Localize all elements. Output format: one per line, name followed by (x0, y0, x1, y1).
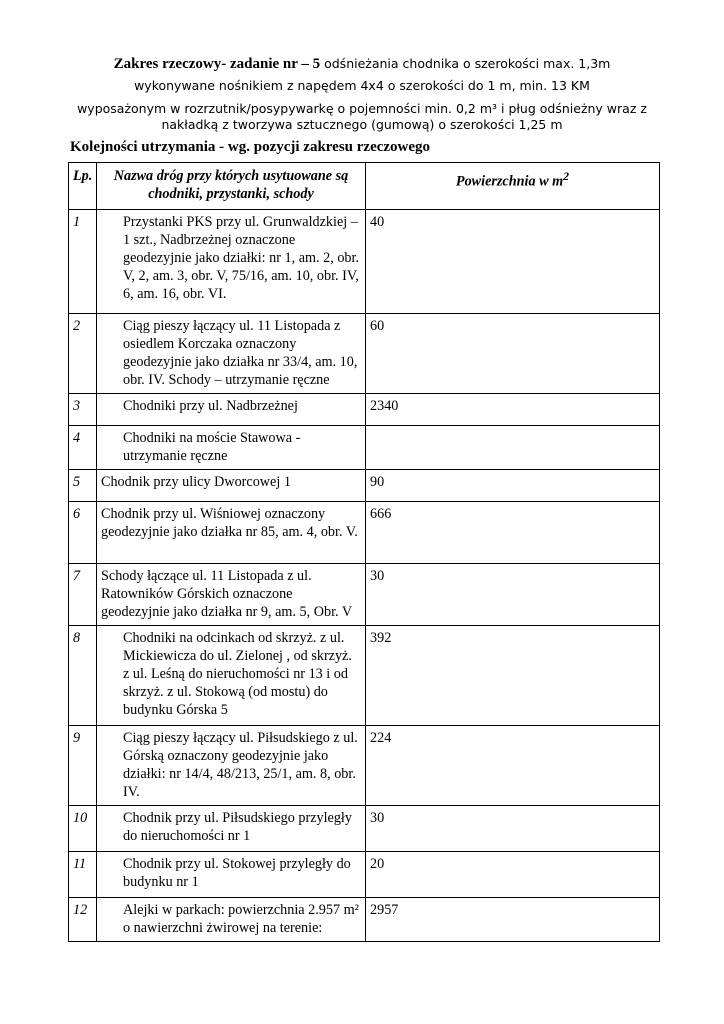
row-lp: 8 (69, 626, 97, 726)
table-row (69, 898, 660, 942)
header-area-label: Powierzchnia w m (455, 173, 564, 190)
row-area: 90 (366, 470, 660, 502)
row-lp: 5 (69, 470, 97, 502)
table-row (69, 210, 660, 314)
row-name: Chodnik przy ulicy Dworcowej 1 (97, 470, 366, 502)
row-name: Alejki w parkach: powierzchnia 2.957 m² o nawierzchni żwirowej na terenie: (97, 898, 366, 942)
header-name: Nazwa dróg przy których usytuowane są chodniki, przystanki, schody (97, 163, 366, 210)
row-area: 30 (366, 806, 660, 852)
row-lp: 2 (69, 314, 97, 394)
row-area: 60 (366, 314, 660, 394)
section-heading: Kolejności utrzymania - wg. pozycji zakresu rzeczowego (70, 139, 431, 155)
row-area: 30 (366, 564, 660, 626)
row-name: Chodnik przy ul. Stokowej przyległy do budynku nr 1 (97, 852, 366, 898)
row-lp: 4 (69, 426, 97, 470)
row-lp: 7 (69, 564, 97, 626)
table-row (69, 426, 660, 470)
table-header-row (69, 163, 660, 210)
row-lp: 10 (69, 806, 97, 852)
equipment-line: wykonywane nośnikiem z napędem 4x4 o szerokości do 1 m, min. 13 KM (134, 78, 590, 93)
table-row (69, 726, 660, 806)
row-name: Ciąg pieszy łączący ul. Piłsudskiego z ul. Górską oznaczony geodezyjnie jako działki: nr 14/4, 48/213, 25/1, am. 8, obr. IV. (97, 726, 366, 806)
row-name: Chodniki na moście Stawowa - utrzymanie ręczne (97, 426, 366, 470)
table-row (69, 502, 660, 564)
title-rest: odśnieżania chodnika o szerokości max. 1,3m (320, 56, 611, 71)
header-lp: Lp. (69, 163, 97, 210)
table-row (69, 470, 660, 502)
row-lp: 1 (69, 210, 97, 314)
row-lp: 9 (69, 726, 97, 806)
row-area: 224 (366, 726, 660, 806)
row-area: 20 (366, 852, 660, 898)
equipment-details-line: wyposażonym w rozrzutnik/posypywarkę o pojemności min. 0,2 m³ i pług odśnieżny wraz z nakładką z tworzywa sztucznego (gumową) o szerokości 1,25 m (77, 101, 647, 132)
row-area: 2340 (366, 394, 660, 426)
row-name: Chodnik przy ul. Piłsudskiego przyległy do nieruchomości nr 1 (97, 806, 366, 852)
row-name: Chodniki na odcinkach od skrzyż. z ul. Mickiewicza do ul. Zielonej , od skrzyż. z ul. Leśną do nieruchomości nr 13 i od skrzyż. z ul. Stokową (od mostu) do budynku Górska 5 (97, 626, 366, 726)
row-name: Chodniki przy ul. Nadbrzeżnej (97, 394, 366, 426)
header-area-sup: 2 (563, 169, 570, 183)
row-area (366, 426, 660, 470)
maintenance-table (68, 162, 660, 942)
table-row (69, 564, 660, 626)
row-lp: 6 (69, 502, 97, 564)
header-area (366, 163, 660, 210)
row-lp: 3 (69, 394, 97, 426)
table-row (69, 852, 660, 898)
table-row (69, 394, 660, 426)
row-name: Ciąg pieszy łączący ul. 11 Listopada z osiedlem Korczaka oznaczony geodezyjnie jako działka nr 33/4, am. 10, obr. IV. Schody – utrzymanie ręczne (97, 314, 366, 394)
table-row (69, 314, 660, 394)
row-name: Schody łączące ul. 11 Listopada z ul. Ratowników Górskich oznaczone geodezyjnie jako działka nr 9, am. 5, Obr. V (97, 564, 366, 626)
row-lp: 12 (69, 898, 97, 942)
title-bold: Zakres rzeczowy- zadanie nr – 5 (113, 56, 321, 72)
table-row (69, 626, 660, 726)
row-area: 40 (366, 210, 660, 314)
row-area: 392 (366, 626, 660, 726)
row-area: 666 (366, 502, 660, 564)
row-lp: 11 (69, 852, 97, 898)
row-name: Chodnik przy ul. Wiśniowej oznaczony geodezyjnie jako działka nr 85, am. 4, obr. V. (97, 502, 366, 564)
row-name: Przystanki PKS przy ul. Grunwaldzkiej – 1 szt., Nadbrzeżnej oznaczone geodezyjnie jako działki: nr 1, am. 2, obr. V, 2, am. 3, obr. V, 75/16, am. 10, obr. IV, 6, am. 16, obr. VI. (97, 210, 366, 314)
row-area: 2957 (366, 898, 660, 942)
document-title (0, 55, 724, 74)
table-row (69, 806, 660, 852)
